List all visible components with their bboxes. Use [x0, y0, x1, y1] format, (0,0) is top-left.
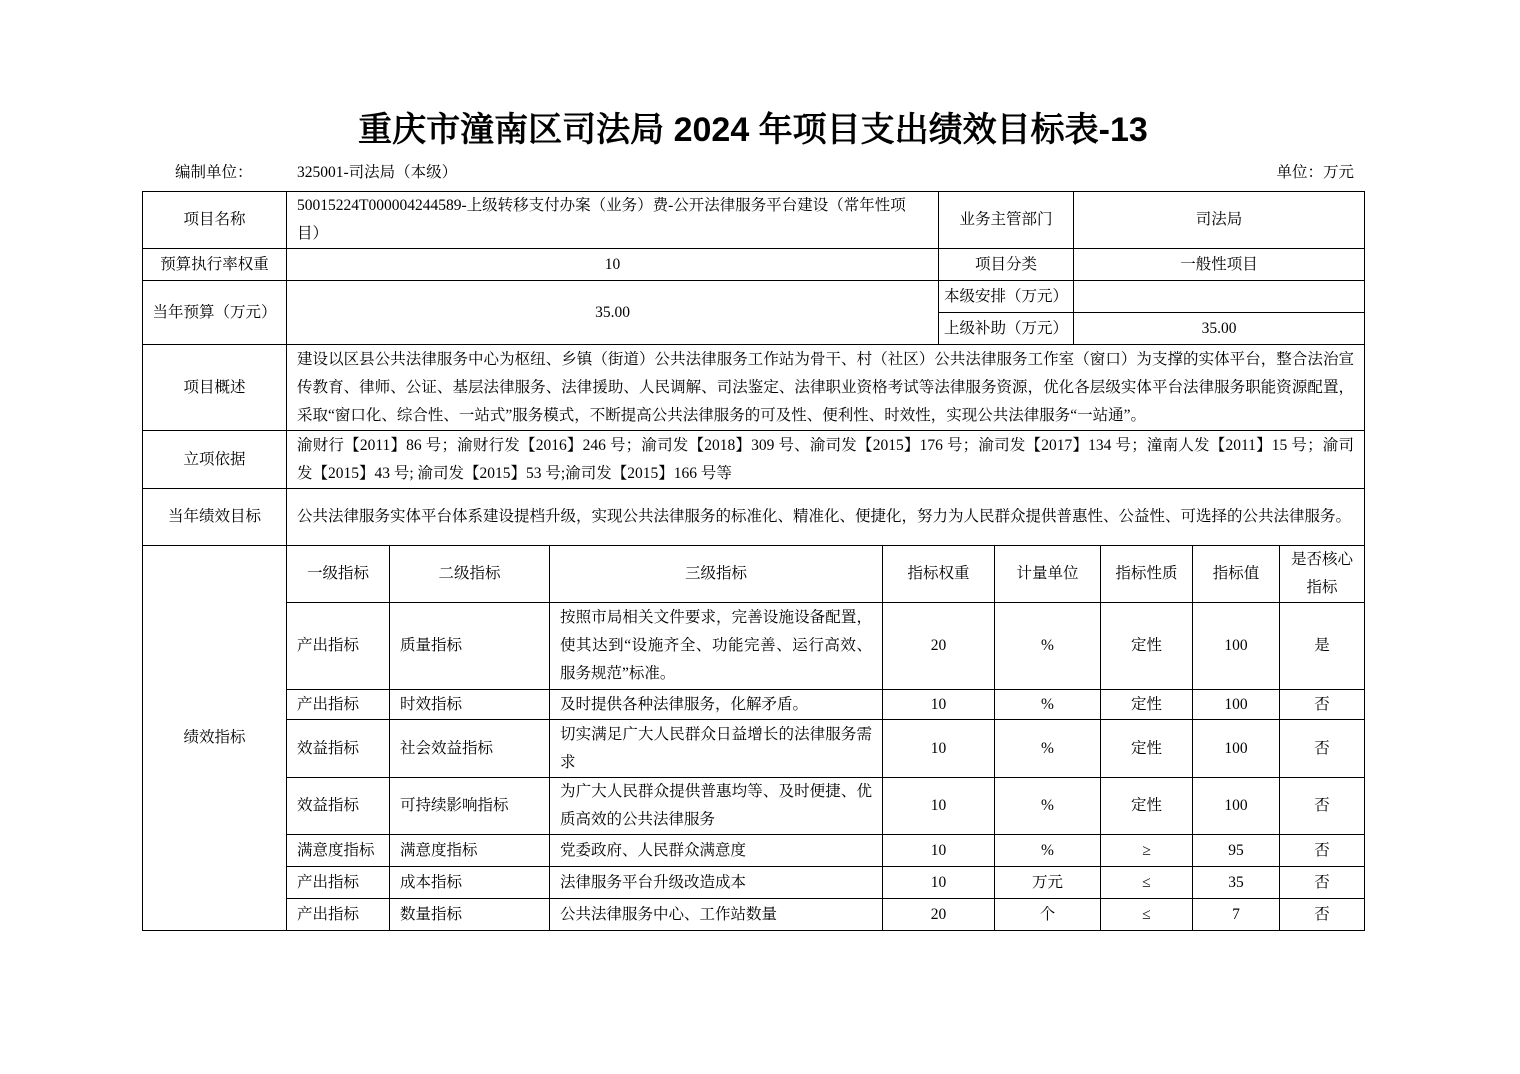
- level1-cell: 产出指标: [287, 603, 390, 690]
- dept-value: 司法局: [1074, 192, 1365, 249]
- header-level3: 三级指标: [550, 546, 883, 603]
- level3-cell: 党委政府、人民群众满意度: [550, 835, 883, 867]
- unit-cell: %: [995, 778, 1101, 835]
- level1-cell: 产出指标: [287, 690, 390, 720]
- table-row: [143, 867, 1365, 899]
- level3-cell: 及时提供各种法律服务，化解矛盾。: [550, 690, 883, 720]
- table-row: [143, 835, 1365, 867]
- table-row: [143, 431, 1365, 489]
- level2-cell: 可持续影响指标: [390, 778, 550, 835]
- nature-cell: ≤: [1101, 867, 1193, 899]
- value-cell: 100: [1193, 778, 1280, 835]
- project-name-label: 项目名称: [143, 192, 287, 249]
- header-nature: 指标性质: [1101, 546, 1193, 603]
- basis-label: 立项依据: [143, 431, 287, 489]
- unit-cell: %: [995, 603, 1101, 690]
- goal-label: 当年绩效目标: [143, 489, 287, 546]
- nature-cell: ≤: [1101, 899, 1193, 931]
- weight-cell: 10: [883, 835, 995, 867]
- level1-cell: 产出指标: [287, 899, 390, 931]
- unit-cell: %: [995, 720, 1101, 778]
- weight-cell: 10: [883, 778, 995, 835]
- unit-cell: 万元: [995, 867, 1101, 899]
- level1-cell: 效益指标: [287, 720, 390, 778]
- level3-cell: 公共法律服务中心、工作站数量: [550, 899, 883, 931]
- weight-cell: 10: [883, 690, 995, 720]
- table-row: [143, 778, 1365, 835]
- performance-table: [142, 191, 1364, 931]
- level3-cell: 法律服务平台升级改造成本: [550, 867, 883, 899]
- value-cell: 100: [1193, 603, 1280, 690]
- overview-value: 建设以区县公共法律服务中心为枢纽、乡镇（街道）公共法律服务工作站为骨干、村（社区）公共法律服务工作室（窗口）为支撑的实体平台，整合法治宣传教育、律师、公证、基层法律服务、法律援助、人民调解、司法鉴定、法律职业资格考试等法律服务资源，优化各层级实体平台法律服务职能资源配置，采取“窗口化、综合性、一站式”服务模式，不断提高公共法律服务的可及性、便利性、时效性，实现公共法律服务“一站通”。: [287, 345, 1365, 431]
- weight-cell: 10: [883, 720, 995, 778]
- value-cell: 100: [1193, 720, 1280, 778]
- header-level2: 二级指标: [390, 546, 550, 603]
- org-value: 325001-司法局（本级）: [297, 164, 458, 181]
- table-row: [143, 281, 1365, 313]
- header-unit: 计量单位: [995, 546, 1101, 603]
- table-row: [143, 249, 1365, 281]
- value-cell: 35: [1193, 867, 1280, 899]
- level2-cell: 满意度指标: [390, 835, 550, 867]
- level2-cell: 社会效益指标: [390, 720, 550, 778]
- level3-cell: 切实满足广大人民群众日益增长的法律服务需求: [550, 720, 883, 778]
- weight-cell: 10: [883, 867, 995, 899]
- core-cell: 否: [1280, 690, 1365, 720]
- superior-subsidy-label: 上级补助（万元）: [939, 313, 1074, 345]
- core-cell: 否: [1280, 720, 1365, 778]
- nature-cell: 定性: [1101, 603, 1193, 690]
- core-cell: 是: [1280, 603, 1365, 690]
- indicator-section-label: 绩效指标: [143, 546, 287, 931]
- goal-value: 公共法律服务实体平台体系建设提档升级，实现公共法律服务的标准化、精准化、便捷化，努力为人民群众提供普惠性、公益性、可选择的公共法律服务。: [287, 489, 1365, 546]
- weight-cell: 20: [883, 899, 995, 931]
- level2-cell: 数量指标: [390, 899, 550, 931]
- weight-value: 10: [287, 249, 939, 281]
- unit-cell: %: [995, 835, 1101, 867]
- table-row: [143, 489, 1365, 546]
- table-row: [143, 345, 1365, 431]
- level1-cell: 效益指标: [287, 778, 390, 835]
- project-info-table: [142, 191, 1365, 546]
- core-cell: 否: [1280, 835, 1365, 867]
- weight-label: 预算执行率权重: [143, 249, 287, 281]
- indicator-header-row: [143, 546, 1365, 603]
- page-title: 重庆市潼南区司法局 2024 年项目支出绩效目标表-13: [358, 111, 1148, 149]
- category-label: 项目分类: [939, 249, 1074, 281]
- nature-cell: 定性: [1101, 778, 1193, 835]
- value-cell: 100: [1193, 690, 1280, 720]
- budget-label: 当年预算（万元）: [143, 281, 287, 345]
- superior-subsidy-value: 35.00: [1074, 313, 1365, 345]
- level3-cell: 为广大人民群众提供普惠均等、及时便捷、优质高效的公共法律服务: [550, 778, 883, 835]
- header-level1: 一级指标: [287, 546, 390, 603]
- core-cell: 否: [1280, 867, 1365, 899]
- budget-value: 35.00: [287, 281, 939, 345]
- table-row: [143, 603, 1365, 690]
- nature-cell: 定性: [1101, 690, 1193, 720]
- table-row: [143, 192, 1365, 249]
- document-meta: [142, 162, 1364, 184]
- project-name-value: 50015224T000004244589-上级转移支付办案（业务）费-公开法律服务平台建设（常年性项目）: [287, 192, 939, 249]
- unit-cell: %: [995, 690, 1101, 720]
- org-label: 编制单位：: [175, 164, 253, 181]
- basis-value: 渝财行【2011】86 号；渝财行发【2016】246 号；渝司发【2018】309 号、渝司发【2015】176 号；渝司发【2017】134 号；潼南人发【2011】15 号；渝司发【2015】43 号; 渝司发【2015】53 号;渝司发【2015】166 号等: [287, 431, 1365, 489]
- level3-cell: 按照市局相关文件要求，完善设施设备配置，使其达到“设施齐全、功能完善、运行高效、服务规范”标准。: [550, 603, 883, 690]
- table-row: [143, 899, 1365, 931]
- header-core: 是否核心指标: [1280, 546, 1365, 603]
- local-budget-value: [1074, 281, 1365, 313]
- table-row: [143, 720, 1365, 778]
- header-value: 指标值: [1193, 546, 1280, 603]
- level2-cell: 时效指标: [390, 690, 550, 720]
- unit-cell: 个: [995, 899, 1101, 931]
- value-cell: 7: [1193, 899, 1280, 931]
- level1-cell: 满意度指标: [287, 835, 390, 867]
- nature-cell: ≥: [1101, 835, 1193, 867]
- level2-cell: 成本指标: [390, 867, 550, 899]
- overview-label: 项目概述: [143, 345, 287, 431]
- header-weight: 指标权重: [883, 546, 995, 603]
- level1-cell: 产出指标: [287, 867, 390, 899]
- category-value: 一般性项目: [1074, 249, 1365, 281]
- weight-cell: 20: [883, 603, 995, 690]
- local-budget-label: 本级安排（万元）: [939, 281, 1074, 313]
- nature-cell: 定性: [1101, 720, 1193, 778]
- core-cell: 否: [1280, 899, 1365, 931]
- value-cell: 95: [1193, 835, 1280, 867]
- dept-label: 业务主管部门: [939, 192, 1074, 249]
- unit-label: 单位：万元: [1276, 164, 1354, 181]
- level2-cell: 质量指标: [390, 603, 550, 690]
- core-cell: 否: [1280, 778, 1365, 835]
- table-row: [143, 690, 1365, 720]
- indicator-table: [142, 545, 1365, 931]
